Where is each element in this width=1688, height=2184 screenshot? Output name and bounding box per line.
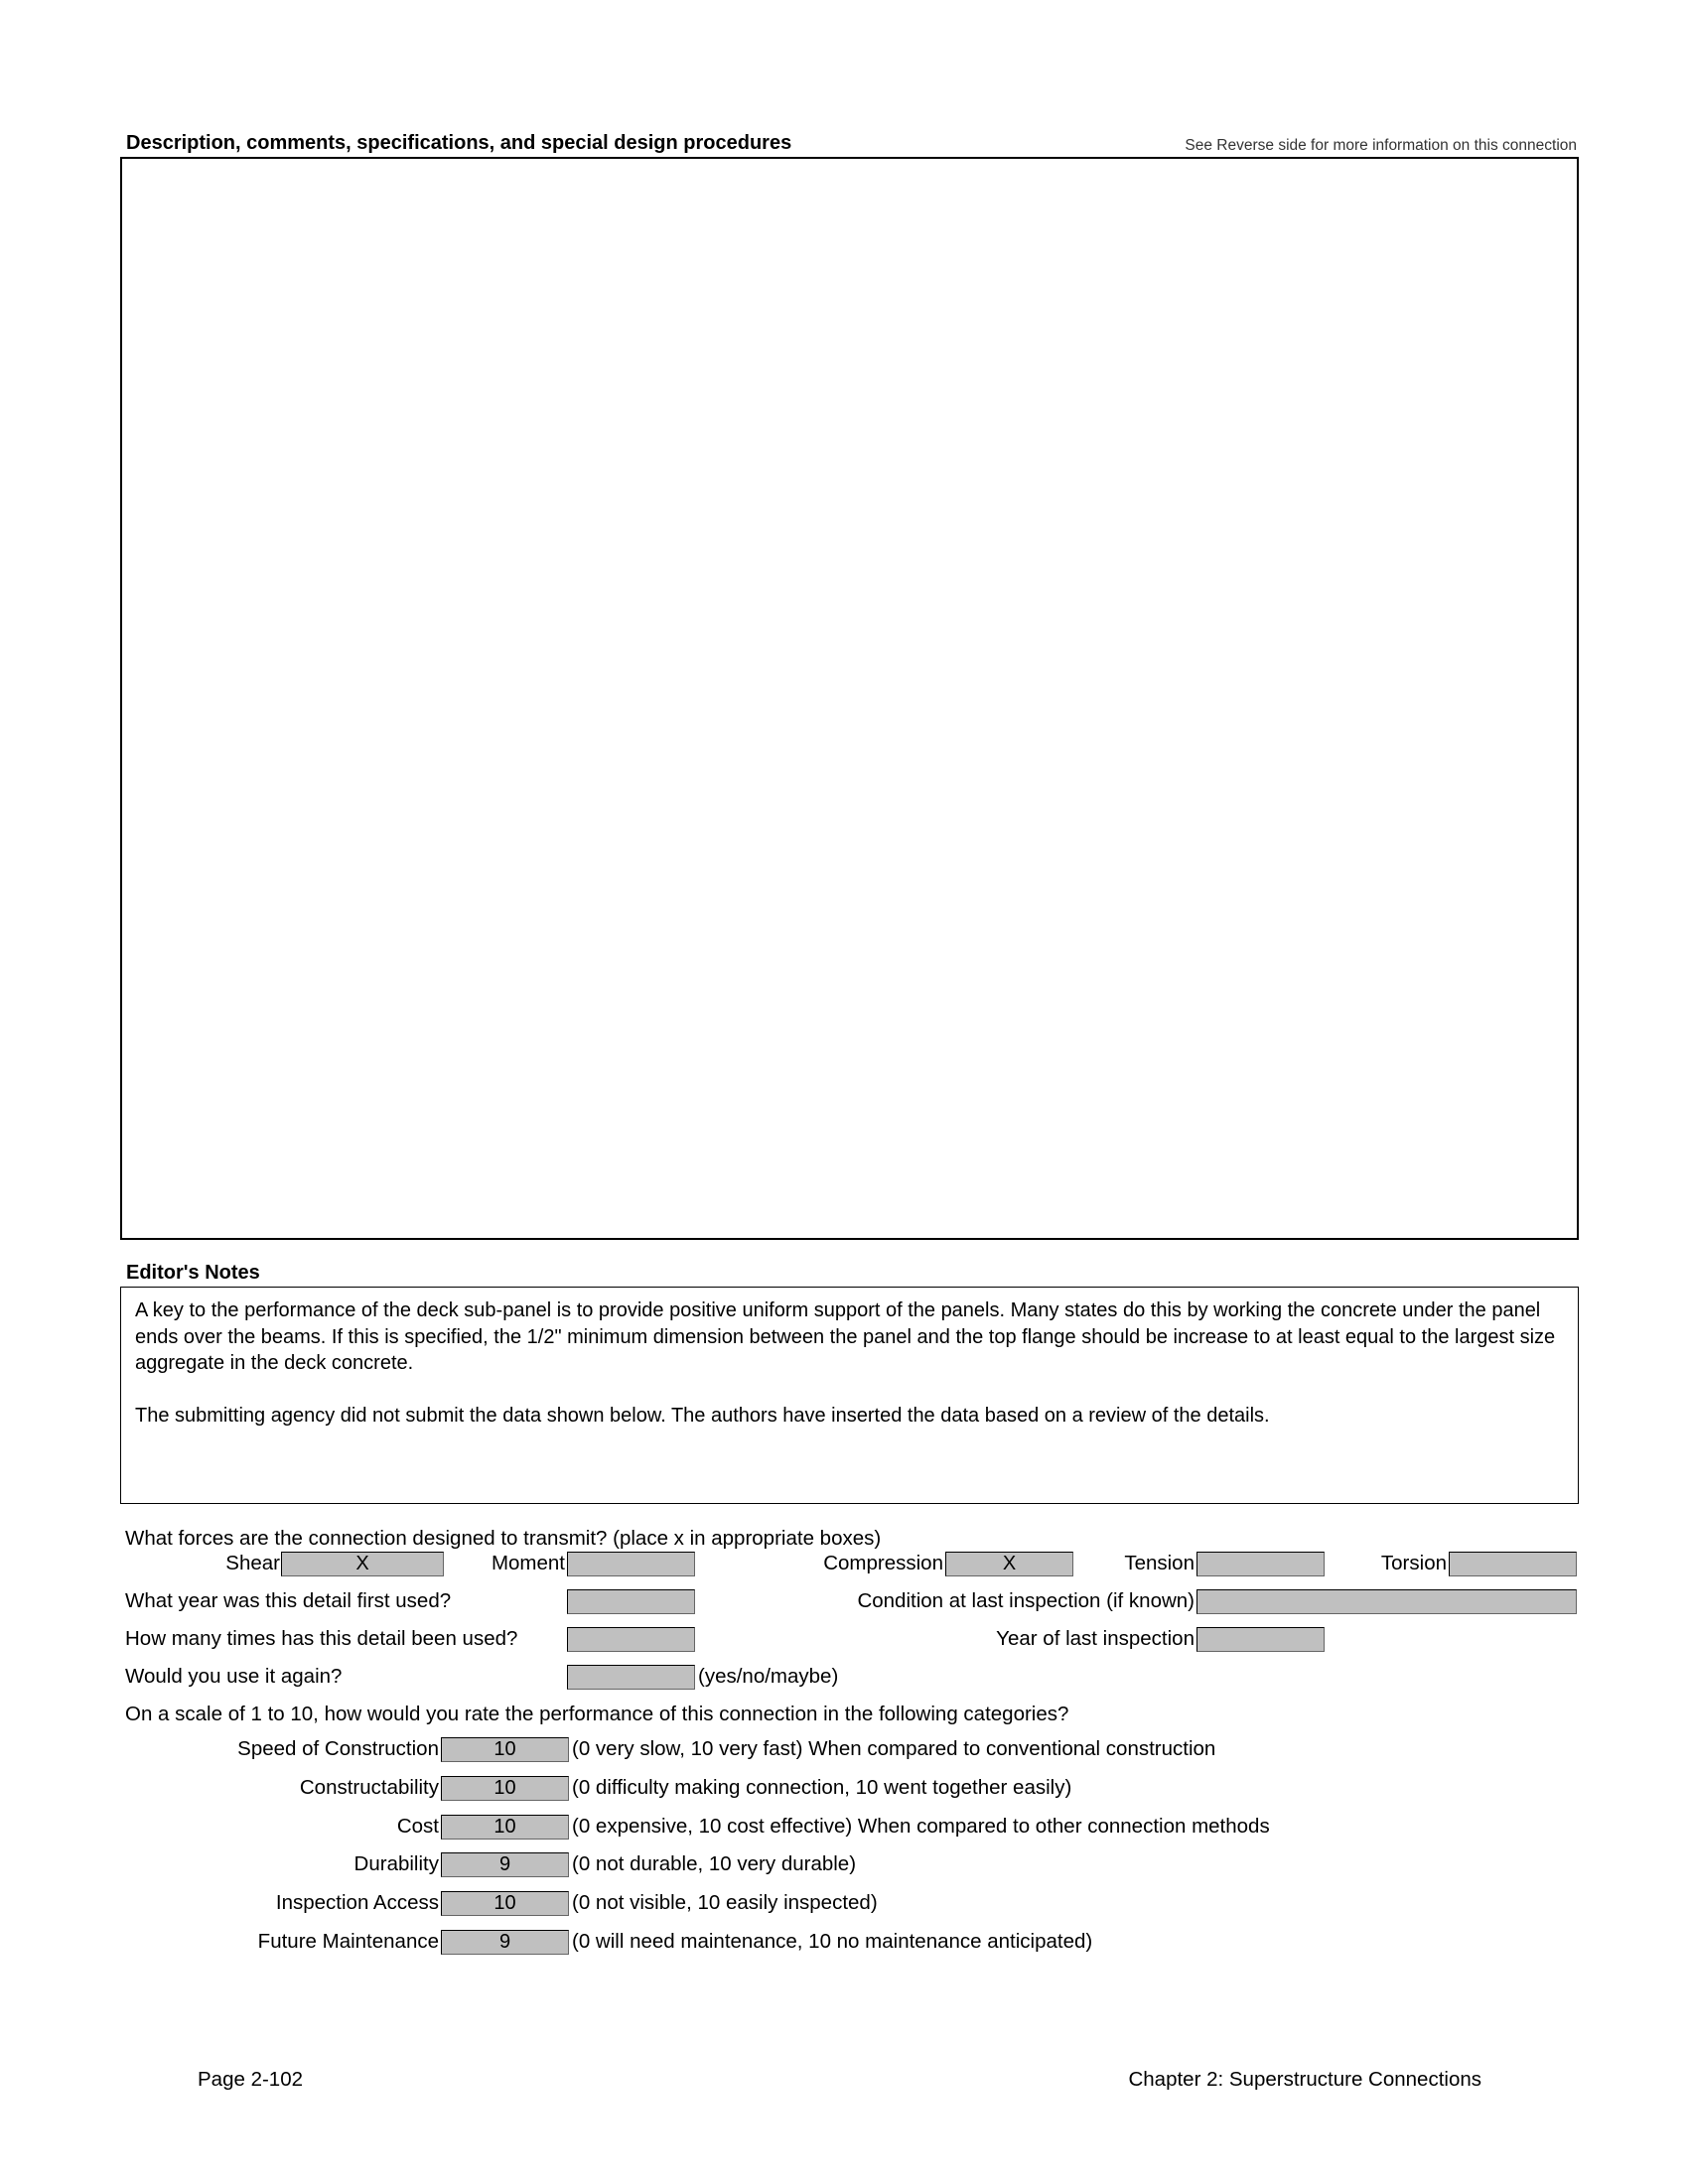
rating-field-constructability[interactable]: 10 [441, 1776, 569, 1801]
rating-field-inspection-access[interactable]: 10 [441, 1891, 569, 1916]
rating-field-speed[interactable]: 10 [441, 1737, 569, 1762]
description-heading: Description, comments, specifications, and special design procedures [126, 132, 792, 154]
rating-label-future-maintenance: Future Maintenance [257, 1930, 439, 1953]
condition-field[interactable] [1196, 1589, 1577, 1614]
rating-label-speed: Speed of Construction [237, 1737, 439, 1760]
shear-field[interactable]: X [281, 1552, 444, 1576]
use-again-field[interactable] [567, 1665, 695, 1690]
shear-label: Shear [225, 1552, 280, 1574]
editors-notes-heading: Editor's Notes [126, 1262, 260, 1284]
use-again-label: Would you use it again? [125, 1665, 343, 1688]
moment-field[interactable] [567, 1552, 695, 1576]
rating-hint-inspection-access: (0 not visible, 10 easily inspected) [572, 1891, 878, 1914]
rating-hint-future-maintenance: (0 will need maintenance, 10 no maintenance anticipated) [572, 1930, 1093, 1953]
torsion-field[interactable] [1449, 1552, 1577, 1576]
rating-hint-durability: (0 not durable, 10 very durable) [572, 1852, 857, 1875]
forces-question: What forces are the connection designed to transmit? (place x in appropriate boxes) [125, 1527, 882, 1550]
rating-label-cost: Cost [396, 1815, 439, 1838]
moment-label: Moment [491, 1552, 565, 1574]
tension-label: Tension [1124, 1552, 1195, 1574]
times-used-label: How many times has this detail been used? [125, 1627, 518, 1650]
use-again-hint: (yes/no/maybe) [698, 1665, 839, 1688]
editors-notes-box [120, 1287, 1579, 1504]
first-used-label: What year was this detail first used? [125, 1589, 452, 1612]
reverse-side-note: See Reverse side for more information on this connection [1185, 137, 1577, 154]
rating-field-future-maintenance[interactable]: 9 [441, 1930, 569, 1955]
rating-label-inspection-access: Inspection Access [275, 1891, 439, 1914]
chapter-title: Chapter 2: Superstructure Connections [1128, 2068, 1481, 2091]
rating-label-constructability: Constructability [299, 1776, 439, 1799]
editors-notes-paragraph: The submitting agency did not submit the data shown below. The authors have inserted the data based on a review of the details. [135, 1404, 1270, 1427]
ratings-intro: On a scale of 1 to 10, how would you rate the performance of this connection in the following categories? [125, 1703, 1069, 1725]
editors-notes-paragraph: A key to the performance of the deck sub-panel is to provide positive uniform support of the panels. Many states do this by working the concrete under the panel ends over the beams. If this is specified, the 1/2" minimum dimension between the panel and the top flange should be increase to at least equal to the largest size aggregate in the deck concrete. [135, 1299, 1556, 1374]
year-inspection-field[interactable] [1196, 1627, 1325, 1652]
compression-field[interactable]: X [945, 1552, 1073, 1576]
condition-label: Condition at last inspection (if known) [857, 1589, 1195, 1612]
rating-field-durability[interactable]: 9 [441, 1852, 569, 1877]
times-used-field[interactable] [567, 1627, 695, 1652]
rating-field-cost[interactable]: 10 [441, 1815, 569, 1840]
rating-label-durability: Durability [353, 1852, 439, 1875]
year-inspection-label: Year of last inspection [996, 1627, 1195, 1650]
page-number: Page 2-102 [198, 2068, 304, 2091]
compression-label: Compression [823, 1552, 943, 1574]
rating-hint-constructability: (0 difficulty making connection, 10 went together easily) [572, 1776, 1072, 1799]
tension-field[interactable] [1196, 1552, 1325, 1576]
torsion-label: Torsion [1380, 1552, 1447, 1574]
rating-hint-cost: (0 expensive, 10 cost effective) When compared to other connection methods [572, 1815, 1270, 1838]
rating-hint-speed: (0 very slow, 10 very fast) When compared to conventional construction [572, 1737, 1216, 1760]
first-used-field[interactable] [567, 1589, 695, 1614]
description-box[interactable] [120, 157, 1579, 1240]
